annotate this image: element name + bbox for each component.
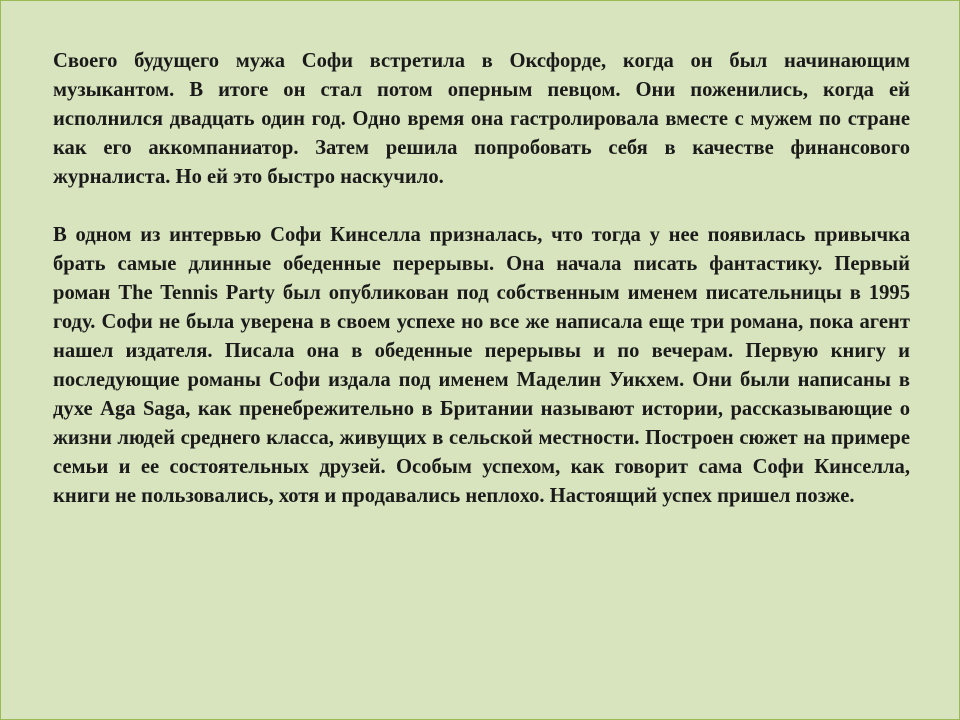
paragraph-1: Своего будущего мужа Софи встретила в Оксфорде, когда он был начинающим музыкантом. В итоге он стал потом оперным певцом. Они поженились, когда ей исполнился двадцать один год. Одно время она гастролировала вместе с мужем по стране как его аккомпаниатор. Затем решила попробовать себя в качестве финансового журналиста. Но ей это быстро наскучило.	[53, 50, 910, 188]
text-block	[53, 47, 910, 511]
paragraph-2: В одном из интервью Софи Кинселла призналась, что тогда у нее появилась привычка брать самые длинные обеденные перерывы. Она начала писать фантастику. Первый роман The Tennis Party был опубликован под собственным именем писательницы в 1995 году. Софи не была уверена в своем успехе но все же написала еще три романа, пока агент нашел издателя. Писала она в обеденные перерывы и по вечерам. Первую книгу и последующие романы Софи издала под именем Маделин Уикхем. Они были написаны в духе Aga Saga, как пренебрежительно в Британии называют истории, рассказывающие о жизни людей среднего класса, живущих в сельской местности. Построен сюжет на примере семьи и ее состоятельных друзей. Особым успехом, как говорит сама Софи Кинселла, книги не пользовались, хотя и продавались неплохо. Настоящий успех пришел позже.	[53, 224, 910, 507]
